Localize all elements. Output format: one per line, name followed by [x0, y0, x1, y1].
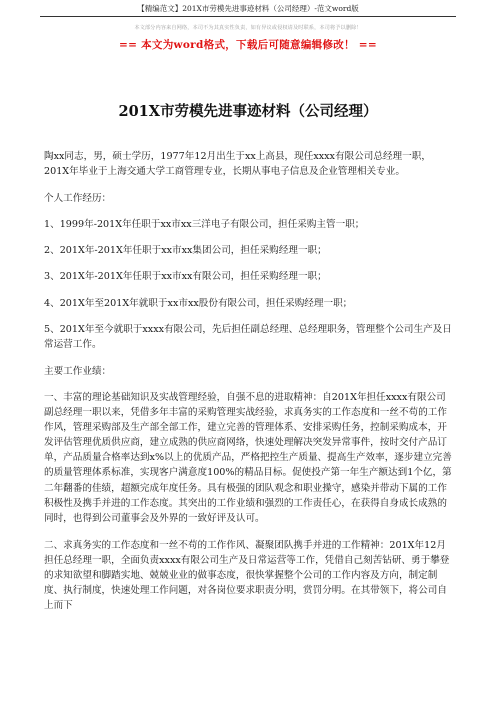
experience-item: 4、201X年至201X年就职于xx市xx股份有限公司，担任采购经理一职；: [44, 297, 353, 309]
experience-item: 5、201X年至今就职于xxxx有限公司，先后担任副总经理、总经理职务，管理整个公司生产及日常运营工作。: [44, 323, 452, 350]
page-header: 【精编范文】201X市劳模先进事迹材料（公司经理）-范文word版: [40, 0, 456, 17]
experience-item: 2、201X年-201X年任职于xx市xx集团公司，担任采购经理一职；: [44, 245, 327, 257]
disclaimer-text: 本文部分内容来自网络，本司不为其真实性负责，如有异议或侵权请及时联系，本司将予以删除！: [134, 25, 362, 31]
section-heading-experience: 个人工作经历：: [44, 193, 112, 205]
experience-item: 3、201X年-201X年任职于xx市xx有限公司，担任采购经理一职；: [44, 271, 327, 283]
edit-notice: == 本文为word格式，下载后可随意编辑修改！ ==: [118, 39, 378, 51]
intro-paragraph: 陶xx同志，男，硕士学历，1977年12月出生于xx上高县，现任xxxx有限公司总经理一职，201X年毕业于上海交通大学工商管理专业，长期从事电子信息及企业管理相关专业。: [44, 151, 431, 178]
achievement-paragraph: 一、丰富的理论基础知识及实战管理经验，自强不息的进取精神：自201X年担任xxxx有限公司副总经理一职以来，凭借多年丰富的采购管理实战经验，求真务实的工作态度和一丝不苟的工作作风，管理采购部及生产部全部工作，建立完善的管理体系、安排采购任务，控制采购成本，开发评估管理优质供应商，建立成熟的供应商网络，快速处理解决突发异常事件，按时交付产品订单，产品质量合格率达到x%以上的优质产品，严格把控生产质量、提高生产效率，逐步建立完善的质量管理体系标准，实现客户满意度100%的精品目标。促使投产第一年生产额达到1个亿，第二年翻番的佳绩，超额完成年度任务。具有极强的团队观念和职业操守，感染并带动下属的工作积极性及携手并进的工作态度。其突出的工作业绩和强烈的工作责任心，在获得自身成长成熟的同时，也得到公司董事会及外界的一致好评及认可。: [44, 391, 452, 524]
section-heading-achievements: 主要工作业绩：: [44, 365, 112, 377]
experience-item: 1、1999年-201X年任职于xx市xx三洋电子有限公司，担任采购主管一职；: [44, 219, 365, 231]
achievement-paragraph: 二、求真务实的工作态度和一丝不苟的工作作风、凝聚团队携手并进的工作精神：201X年12月担任总经理一职，全面负责xxxx有限公司生产及日常运营等工作，凭借自己刻苦钻研、勇于攀登的求知欲望和脚踏实地、兢兢业业的做事态度，很快掌握整个公司的工作内容及方向，制定制度、执行制度，快速处理工作问题，对各岗位要求职责分明，赏罚分明。在其带领下，将公司自上而下: [44, 539, 450, 612]
document-title: 201X市劳模先进事迹材料（公司经理）: [118, 103, 378, 120]
